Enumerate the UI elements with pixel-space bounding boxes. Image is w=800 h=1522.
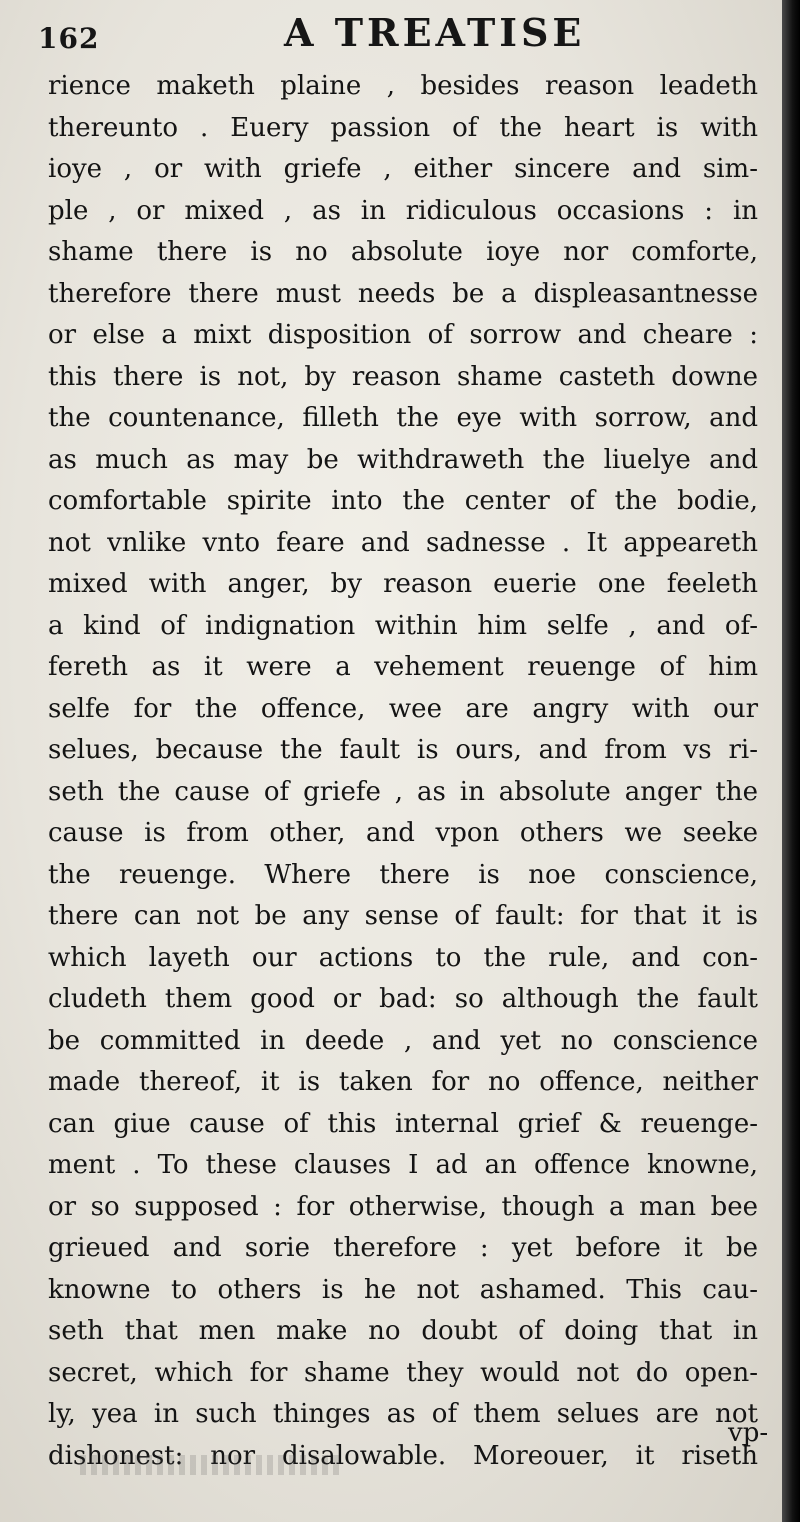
page-number: 162: [38, 22, 100, 55]
text-line: cause is from other, and vpon others we seeke: [48, 818, 758, 848]
show-through-smudge: [80, 1455, 340, 1475]
text-line: there can not be any sense of fault: for that it is: [48, 901, 758, 931]
page-header: [38, 8, 768, 58]
text-line: the reuenge. Where there is noe conscience,: [48, 859, 758, 890]
text-line: ple , or mixed , as in ridiculous occasions : in: [48, 195, 758, 226]
text-line: or else a mixt disposition of sorrow and cheare :: [48, 320, 758, 350]
text-line: ment . To these clauses I ad an offence knowne,: [48, 1150, 758, 1180]
text-line: not vnlike vnto feare and sadnesse . It appeareth: [48, 527, 758, 558]
text-line: fereth as it were a vehement reuenge of him: [48, 652, 758, 682]
text-line: comfortable spirite into the center of the bodie,: [48, 486, 758, 516]
text-line: grieued and sorie therefore : yet before it be: [48, 1233, 758, 1263]
text-line: thereunto . Euery passion of the heart is with: [48, 112, 758, 143]
text-line: cludeth them good or bad: so although the fault: [48, 984, 758, 1014]
text-line: made thereof, it is taken for no offence, neither: [48, 1067, 758, 1097]
text-line: seth the cause of griefe , as in absolute anger the: [48, 776, 758, 807]
text-line: can giue cause of this internal grief & reuenge-: [48, 1108, 758, 1139]
text-line: the countenance, filleth the eye with sorrow, and: [48, 403, 758, 433]
text-line: which layeth our actions to the rule, and con-: [48, 942, 758, 973]
text-line: seth that men make no doubt of doing that in: [48, 1316, 758, 1346]
text-line: secret, which for shame they would not do open-: [48, 1357, 758, 1388]
text-line: rience maketh plaine , besides reason leadeth: [48, 71, 758, 101]
text-line: selues, because the fault is ours, and from vs ri-: [48, 735, 758, 765]
text-line: or so supposed : for otherwise, though a man bee: [48, 1191, 758, 1222]
text-line: as much as may be withdraweth the liuelye and: [48, 444, 758, 475]
running-title: A TREATISE: [284, 10, 586, 55]
book-spine-shadow: [782, 0, 800, 1522]
body-text: [48, 66, 758, 1477]
text-line: dishonest: nor disalowable. Moreouer, it riseth: [48, 1440, 758, 1471]
text-line: this there is not, by reason shame casteth downe: [48, 361, 758, 392]
text-line: selfe for the offence, wee are angry with our: [48, 693, 758, 724]
text-line: ioye , or with griefe , either sincere and sim-: [48, 154, 758, 184]
catchword: vp-: [728, 1418, 769, 1448]
text-line: knowne to others is he not ashamed. This cau-: [48, 1274, 758, 1305]
text-line: be committed in deede , and yet no conscience: [48, 1025, 758, 1056]
text-line: ly, yea in such thinges as of them selues are not: [48, 1399, 758, 1429]
text-line: shame there is no absolute ioye nor comforte,: [48, 237, 758, 267]
text-line: a kind of indignation within him selfe , and of-: [48, 610, 758, 641]
text-line: mixed with anger, by reason euerie one feeleth: [48, 569, 758, 599]
text-line: therefore there must needs be a displeasantnesse: [48, 278, 758, 309]
